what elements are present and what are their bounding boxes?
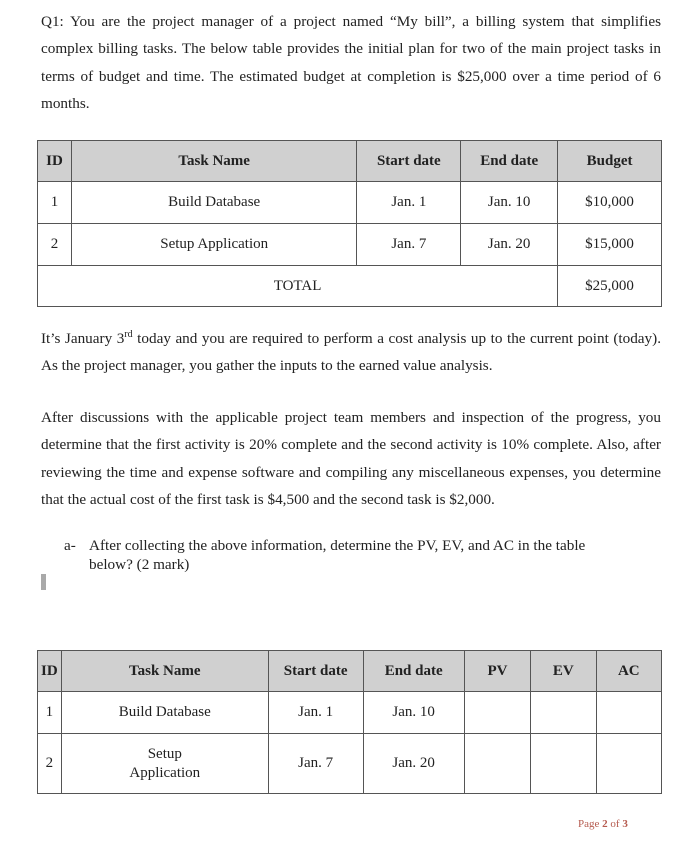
plan-cell-id: 1 [38,182,72,224]
question-intro: Q1: You are the project manager of a project named “My bill”, a billing system that simplifies complex billing tasks. The below table provides the initial plan for two of the main project tasks in terms of budget and time. The estimated budget at completion is $25,000 over a time period of 6 months. [41,13,661,113]
plan-cell-end: Jan. 10 [461,182,558,224]
ev-cell-end: Jan. 20 [363,734,464,794]
table-row [38,182,662,224]
plan-table-header-row [38,141,662,182]
plan-cell-start: Jan. 7 [357,224,461,266]
today-superscript: rd [124,329,133,340]
text-cursor [41,574,46,590]
plan-table [37,140,662,307]
ev-cell-start: Jan. 7 [268,734,363,794]
ev-cell-ac-input[interactable] [596,692,661,734]
today-text-1: It’s January 3 [41,330,125,348]
page-word: Page [578,818,600,830]
plan-header-task-name: Task Name [71,141,356,182]
ev-header-ac: AC [596,651,661,692]
table-row [38,692,662,734]
table-row [38,224,662,266]
plan-total-label: TOTAL [38,266,558,307]
plan-header-budget: Budget [558,141,662,182]
page-current: 2 [602,818,608,830]
page-of-word: of [610,818,620,830]
ev-header-ev: EV [531,651,596,692]
today-paragraph [41,321,661,380]
ev-cell-id: 1 [38,692,62,734]
ev-cell-start: Jan. 1 [268,692,363,734]
plan-cell-start: Jan. 1 [357,182,461,224]
plan-header-id: ID [38,141,72,182]
plan-cell-task: Build Database [71,182,356,224]
page-number [578,818,628,830]
today-text-2: today and you are required to perform a cost analysis up to the current point (today). As the project manager, you gather the inputs to the earned value analysis. [41,330,661,375]
ev-table [37,650,662,794]
question-a-label: a- [64,537,76,554]
plan-header-end-date: End date [461,141,558,182]
ev-cell-task: Build Database [61,692,268,734]
ev-header-id: ID [38,651,62,692]
plan-header-start-date: Start date [357,141,461,182]
ev-cell-pv-input[interactable] [464,692,530,734]
table-row [38,734,662,794]
ev-cell-end: Jan. 10 [363,692,464,734]
page-total: 3 [622,818,628,830]
ev-cell-ev-input[interactable] [531,734,596,794]
ev-cell-task [61,734,268,794]
ev-cell-pv-input[interactable] [464,734,530,794]
question-a-text: After collecting the above information, determine the PV, EV, and AC in the table below? (2 mark) [89,537,586,573]
ev-header-start-date: Start date [268,651,363,692]
plan-cell-budget: $15,000 [558,224,662,266]
ev-cell-ev-input[interactable] [531,692,596,734]
ev-cell-task-line1: Setup [147,745,182,762]
ev-cell-id: 2 [38,734,62,794]
plan-total-value: $25,000 [558,266,662,307]
ev-table-header-row [38,651,662,692]
plan-cell-task: Setup Application [71,224,356,266]
ev-header-task-name: Task Name [61,651,268,692]
ev-header-pv: PV [464,651,530,692]
ev-header-end-date: End date [363,651,464,692]
plan-total-row [38,266,662,307]
ev-cell-task-line2: Application [129,764,201,781]
discussion-paragraph: After discussions with the applicable project team members and inspection of the progress, you determine that the first activity is 20% complete and the second activity is 10% complete. Also, after reviewing the time and expense software and compiling any miscellaneous expenses, you determine that the actual cost of the first task is $4,500 and the second task is $2,000. [41,409,661,509]
plan-cell-budget: $10,000 [558,182,662,224]
ev-cell-ac-input[interactable] [596,734,661,794]
plan-cell-end: Jan. 20 [461,224,558,266]
plan-cell-id: 2 [38,224,72,266]
